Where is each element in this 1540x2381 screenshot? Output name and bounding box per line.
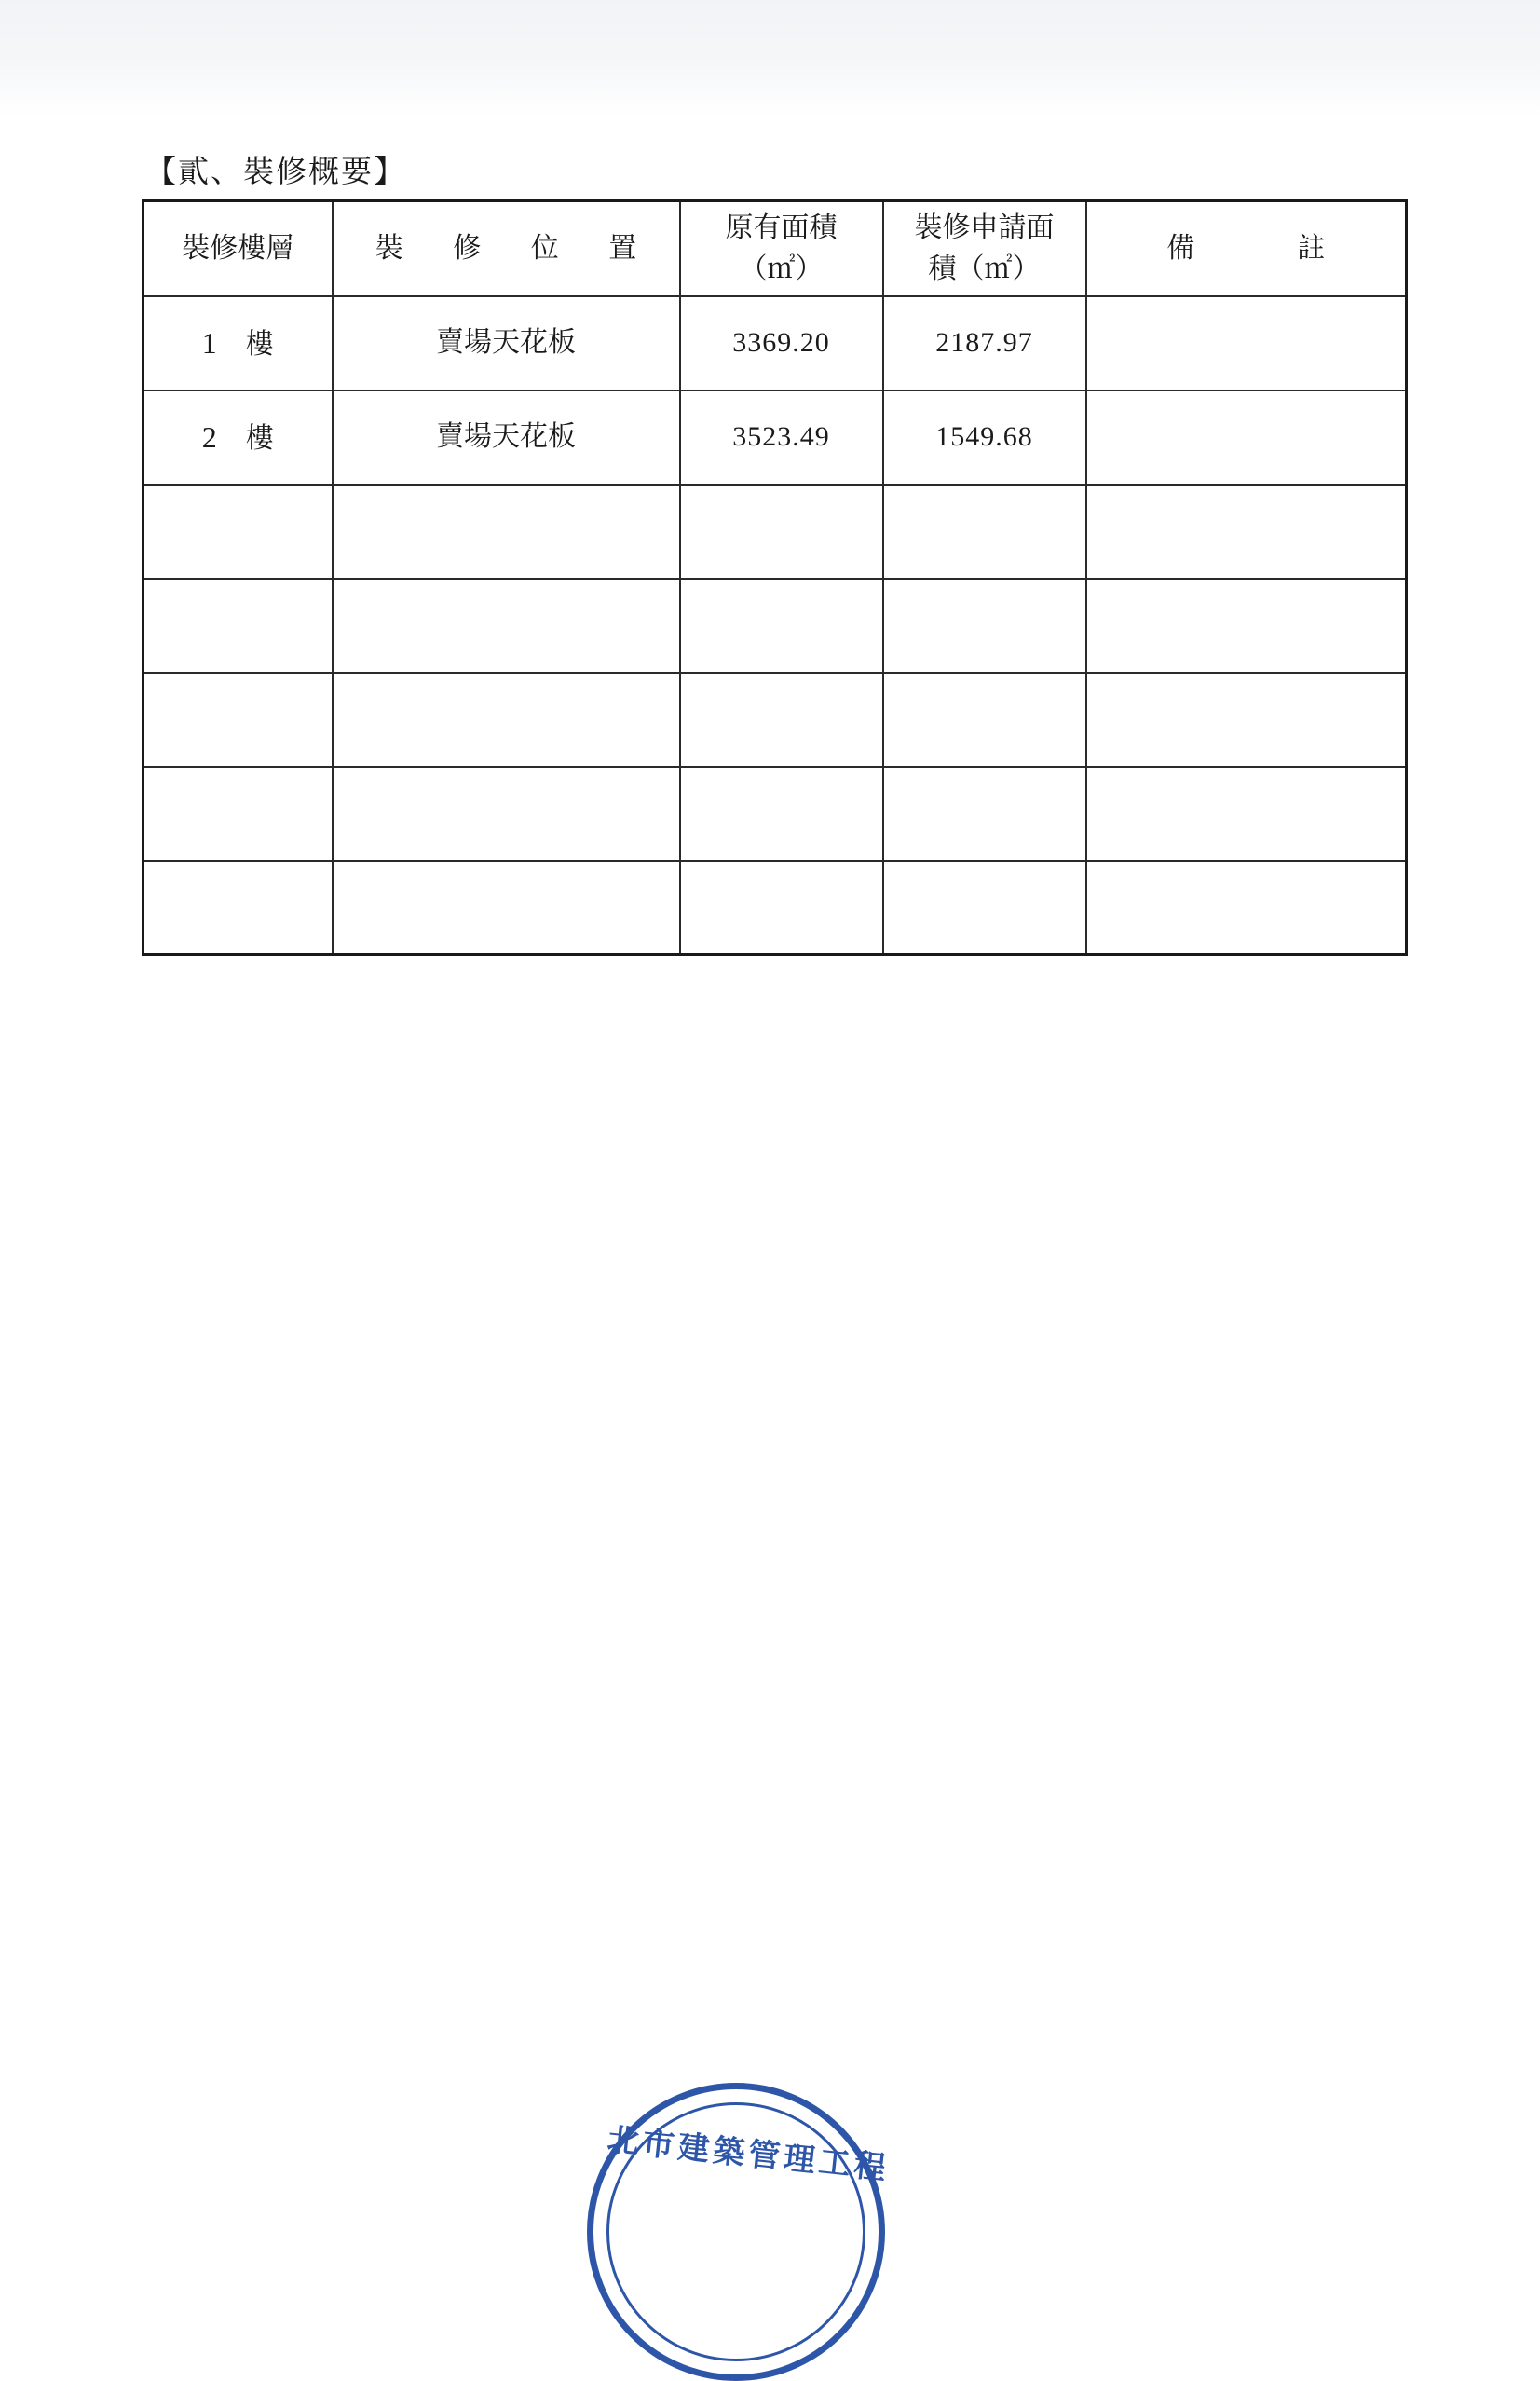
cell-remarks bbox=[1086, 579, 1407, 673]
header-remarks-b: 註 bbox=[1297, 232, 1326, 265]
header-remarks bbox=[1086, 201, 1407, 296]
floor-unit: 樓 bbox=[245, 421, 274, 455]
cell-floor bbox=[143, 296, 333, 390]
renovation-summary-table bbox=[142, 199, 1408, 956]
header-remarks-a: 備 bbox=[1166, 232, 1195, 265]
header-applied-area-line2: 積（㎡） bbox=[928, 252, 1041, 285]
cell-original-area bbox=[680, 861, 883, 955]
table-row bbox=[143, 579, 1407, 673]
cell-remarks bbox=[1086, 767, 1407, 861]
cell-applied-area bbox=[883, 579, 1086, 673]
table-row bbox=[143, 861, 1407, 955]
cell-remarks bbox=[1086, 673, 1407, 767]
cell-applied-area bbox=[883, 485, 1086, 579]
floor-number: 1 bbox=[201, 325, 218, 360]
cell-location bbox=[333, 861, 680, 955]
header-applied-area-line1: 裝修申請面 bbox=[914, 212, 1055, 245]
floor-unit: 樓 bbox=[245, 327, 274, 361]
floor-number: 2 bbox=[201, 419, 218, 454]
cell-location: 賣場天花板 bbox=[333, 390, 680, 485]
cell-location: 賣場天花板 bbox=[333, 296, 680, 390]
cell-applied-area bbox=[883, 767, 1086, 861]
cell-location bbox=[333, 767, 680, 861]
scan-top-shading bbox=[0, 0, 1540, 116]
cell-location bbox=[333, 579, 680, 673]
cell-floor bbox=[143, 390, 333, 485]
cell-applied-area bbox=[883, 673, 1086, 767]
cell-original-area: 3369.20 bbox=[680, 296, 883, 390]
table-row bbox=[143, 767, 1407, 861]
header-applied-area bbox=[883, 201, 1086, 296]
official-seal-text: 北市建築管理工程 bbox=[605, 2120, 892, 2188]
header-location: 裝 修 位 置 bbox=[333, 201, 680, 296]
table-row bbox=[143, 296, 1407, 390]
header-floor: 裝修樓層 bbox=[143, 201, 333, 296]
cell-floor bbox=[143, 767, 333, 861]
cell-floor bbox=[143, 579, 333, 673]
table-row bbox=[143, 485, 1407, 579]
cell-floor bbox=[143, 861, 333, 955]
cell-location bbox=[333, 673, 680, 767]
section-title: 【貳、裝修概要】 bbox=[145, 153, 406, 189]
table-row bbox=[143, 390, 1407, 485]
header-original-area-line2: （㎡） bbox=[739, 252, 824, 285]
cell-remarks bbox=[1086, 861, 1407, 955]
cell-original-area bbox=[680, 767, 883, 861]
cell-remarks bbox=[1086, 390, 1407, 485]
cell-original-area bbox=[680, 673, 883, 767]
cell-location bbox=[333, 485, 680, 579]
cell-applied-area bbox=[883, 861, 1086, 955]
cell-original-area: 3523.49 bbox=[680, 390, 883, 485]
cell-original-area bbox=[680, 579, 883, 673]
cell-applied-area: 2187.97 bbox=[883, 296, 1086, 390]
cell-applied-area: 1549.68 bbox=[883, 390, 1086, 485]
cell-original-area bbox=[680, 485, 883, 579]
cell-remarks bbox=[1086, 485, 1407, 579]
table-body bbox=[143, 296, 1407, 955]
header-original-area-line1: 原有面積 bbox=[725, 212, 838, 245]
cell-floor bbox=[143, 673, 333, 767]
table-row bbox=[143, 673, 1407, 767]
cell-remarks bbox=[1086, 296, 1407, 390]
table-header-row bbox=[143, 201, 1407, 296]
header-original-area bbox=[680, 201, 883, 296]
cell-floor bbox=[143, 485, 333, 579]
